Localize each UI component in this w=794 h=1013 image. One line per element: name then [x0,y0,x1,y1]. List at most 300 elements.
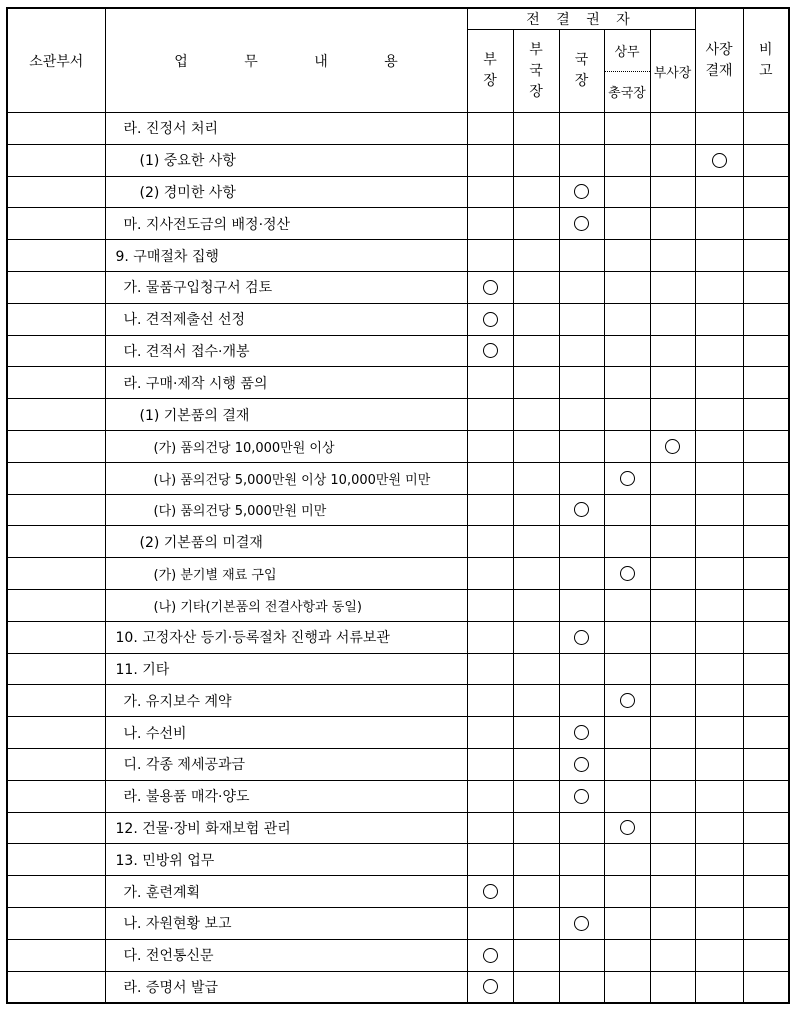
approval-cell [743,876,789,908]
header-bujang [467,30,513,113]
approval-cell [695,589,743,621]
header-department: 소관부서 [7,8,105,113]
header-approver-group: 전 결 권 자 [467,8,695,30]
approval-cell [743,113,789,145]
approval-cell [695,335,743,367]
approval-cell [650,780,695,812]
approval-cell [695,717,743,749]
approval-circle-icon [483,343,498,358]
approval-cell [695,462,743,494]
department-cell [7,176,105,208]
approval-cell [695,939,743,971]
table-row [7,176,789,208]
approval-cell [650,558,695,590]
approval-cell [695,176,743,208]
table-row [7,558,789,590]
department-cell [7,144,105,176]
approval-cell [467,335,513,367]
approval-cell [467,113,513,145]
task-cell: 라. 증명서 발급 [105,971,467,1003]
task-cell: (2) 기본품의 미결재 [105,526,467,558]
approval-cell [467,430,513,462]
approval-cell [467,589,513,621]
header-bugukjang [513,30,559,113]
approval-cell [513,653,559,685]
approval-circle-icon [620,693,635,708]
approval-cell [743,685,789,717]
approval-cell [650,303,695,335]
approval-cell [559,844,604,876]
table-row [7,653,789,685]
department-cell [7,939,105,971]
approval-cell [743,526,789,558]
approval-cell [559,367,604,399]
approval-cell [467,748,513,780]
task-cell: 9. 구매절차 집행 [105,240,467,272]
approval-cell [695,621,743,653]
approval-cell [650,844,695,876]
department-cell [7,494,105,526]
approval-cell [650,971,695,1003]
approval-cell [743,939,789,971]
approval-cell [467,399,513,431]
approval-cell [604,208,650,240]
approval-cell [513,844,559,876]
approval-circle-icon [574,216,589,231]
approval-cell [513,558,559,590]
approval-cell [604,589,650,621]
task-cell: 마. 지사전도금의 배정·정산 [105,208,467,240]
approval-cell [604,558,650,590]
approval-cell [559,494,604,526]
approval-circle-icon [620,820,635,835]
approval-cell [695,526,743,558]
task-cell: (가) 품의건당 10,000만원 이상 [105,430,467,462]
approval-cell [467,621,513,653]
approval-cell [467,844,513,876]
approval-cell [559,558,604,590]
task-cell: 다. 견적서 접수·개봉 [105,335,467,367]
approval-cell [513,144,559,176]
approval-cell [650,589,695,621]
header-char: 국 [574,52,589,68]
approval-cell [743,621,789,653]
header-char: 장 [529,83,543,100]
department-cell [7,621,105,653]
approval-cell [513,113,559,145]
approval-cell [467,780,513,812]
header-content-char: 무 [244,53,258,70]
header-sajang-line: 사장 [705,41,733,58]
task-cell: 11. 기타 [105,653,467,685]
approval-cell [743,494,789,526]
approval-cell [604,335,650,367]
approval-circle-icon [574,757,589,772]
approval-cell [467,907,513,939]
approval-cell [695,399,743,431]
approval-cell [559,240,604,272]
approval-cell [559,907,604,939]
task-cell: (나) 품의건당 5,000만원 이상 10,000만원 미만 [105,462,467,494]
approval-cell [513,176,559,208]
task-cell: (1) 중요한 사항 [105,144,467,176]
department-cell [7,430,105,462]
task-cell: 라. 불용품 매각·양도 [105,780,467,812]
approval-cell [650,367,695,399]
approval-cell [513,876,559,908]
approval-cell [513,303,559,335]
approval-cell [513,462,559,494]
approval-cell [695,208,743,240]
approval-cell [650,335,695,367]
approval-cell [513,367,559,399]
table-row [7,685,789,717]
approval-cell [604,685,650,717]
approval-cell [650,685,695,717]
approval-cell [604,844,650,876]
table-row [7,303,789,335]
approval-cell [743,748,789,780]
task-cell: 라. 구매·제작 시행 품의 [105,367,467,399]
approval-cell [604,240,650,272]
approval-cell [467,558,513,590]
approval-cell [467,876,513,908]
approval-cell [650,717,695,749]
approval-cell [695,430,743,462]
approval-cell [467,144,513,176]
approval-cell [604,939,650,971]
approval-cell [559,526,604,558]
approval-circle-icon [483,312,498,327]
header-sangmu-label: 상무 [605,30,650,72]
approval-cell [559,780,604,812]
header-bigo [743,8,789,113]
header-char: 국 [529,62,543,79]
approval-cell [604,271,650,303]
approval-cell [743,462,789,494]
approval-cell [695,748,743,780]
approval-cell [695,240,743,272]
approval-cell [743,589,789,621]
approval-cell [559,876,604,908]
approval-cell [604,367,650,399]
approval-cell [467,176,513,208]
approval-cell [695,653,743,685]
approval-cell [604,780,650,812]
approval-cell [513,271,559,303]
header-char: 장 [483,73,497,89]
approval-cell [513,589,559,621]
approval-cell [604,176,650,208]
approval-cell [650,271,695,303]
task-cell: 나. 자원현황 보고 [105,907,467,939]
table-row [7,113,789,145]
approval-cell [604,621,650,653]
table-row [7,430,789,462]
approval-cell [559,621,604,653]
table-body [7,113,789,1003]
approval-cell [604,144,650,176]
table-row [7,462,789,494]
header-char: 부 [529,41,543,58]
approval-cell [650,748,695,780]
approval-cell [650,176,695,208]
approval-cell [743,144,789,176]
table-row [7,208,789,240]
table-row [7,621,789,653]
approval-cell [467,208,513,240]
department-cell [7,876,105,908]
table-row [7,844,789,876]
task-cell: (나) 기타(기본품의 전결사항과 동일) [105,589,467,621]
department-cell [7,303,105,335]
header-bigo-char: 고 [759,62,773,79]
approval-cell [513,494,559,526]
approval-cell [513,430,559,462]
approval-cell [604,971,650,1003]
header-content-char: 용 [384,53,398,70]
approval-circle-icon [712,153,727,168]
department-cell [7,685,105,717]
table-row [7,717,789,749]
task-cell: 나. 수선비 [105,717,467,749]
approval-cell [604,494,650,526]
approval-cell [743,303,789,335]
approval-cell [467,685,513,717]
approval-cell [695,971,743,1003]
approval-cell [513,812,559,844]
table-row [7,271,789,303]
approval-cell [513,685,559,717]
approval-cell [513,240,559,272]
approval-cell [650,208,695,240]
approval-cell [604,399,650,431]
department-cell [7,462,105,494]
task-cell: 나. 견적제출선 선정 [105,303,467,335]
header-sajang-line: 결재 [705,62,733,79]
approval-cell [743,844,789,876]
table-row [7,971,789,1003]
approval-cell [559,685,604,717]
header-content-char: 업 [174,53,188,70]
approval-cell [559,399,604,431]
header-content-char: 내 [314,53,328,70]
approval-cell [695,113,743,145]
department-cell [7,271,105,303]
approval-cell [559,176,604,208]
approval-cell [650,399,695,431]
approval-cell [604,876,650,908]
approval-cell [513,971,559,1003]
department-cell [7,812,105,844]
approval-cell [513,939,559,971]
approval-cell [604,748,650,780]
approval-cell [695,844,743,876]
approval-cell [604,907,650,939]
delegation-table [6,7,790,1004]
department-cell [7,526,105,558]
task-cell: (다) 품의건당 5,000만원 미만 [105,494,467,526]
approval-cell [513,399,559,431]
department-cell [7,113,105,145]
table-row [7,494,789,526]
approval-cell [513,526,559,558]
approval-cell [650,462,695,494]
approval-cell [650,526,695,558]
task-cell: (1) 기본품의 결재 [105,399,467,431]
approval-circle-icon [483,948,498,963]
approval-cell [743,240,789,272]
approval-cell [559,971,604,1003]
approval-cell [695,812,743,844]
approval-cell [559,717,604,749]
approval-cell [650,653,695,685]
approval-cell [467,367,513,399]
department-cell [7,208,105,240]
approval-cell [743,780,789,812]
approval-cell [695,144,743,176]
department-cell [7,844,105,876]
approval-cell [559,462,604,494]
approval-cell [604,430,650,462]
approval-cell [604,113,650,145]
approval-cell [650,621,695,653]
table-row [7,780,789,812]
task-cell: 10. 고정자산 등기·등록절차 진행과 서류보관 [105,621,467,653]
header-bigo-char: 비 [759,41,773,58]
table-row [7,367,789,399]
approval-cell [604,717,650,749]
approval-cell [604,303,650,335]
department-cell [7,780,105,812]
approval-circle-icon [574,916,589,931]
approval-circle-icon [574,502,589,517]
department-cell [7,653,105,685]
approval-cell [695,367,743,399]
department-cell [7,717,105,749]
approval-circle-icon [574,725,589,740]
department-cell [7,907,105,939]
approval-cell [467,653,513,685]
approval-cell [559,303,604,335]
approval-cell [559,812,604,844]
header-char: 장 [574,73,589,89]
approval-cell [743,176,789,208]
approval-cell [467,240,513,272]
approval-cell [743,399,789,431]
approval-cell [650,430,695,462]
approval-cell [467,303,513,335]
approval-cell [559,430,604,462]
approval-cell [695,876,743,908]
table-row [7,907,789,939]
approval-circle-icon [665,439,680,454]
table-row [7,939,789,971]
approval-cell [559,335,604,367]
task-cell: (2) 경미한 사항 [105,176,467,208]
approval-cell [513,335,559,367]
approval-cell [650,144,695,176]
approval-cell [559,113,604,145]
approval-cell [743,907,789,939]
approval-circle-icon [483,280,498,295]
approval-cell [743,558,789,590]
approval-cell [743,367,789,399]
approval-cell [467,971,513,1003]
approval-cell [695,558,743,590]
table-row [7,335,789,367]
department-cell [7,335,105,367]
approval-circle-icon [620,566,635,581]
header-busajang: 부사장 [650,30,695,113]
approval-cell [559,939,604,971]
approval-cell [743,717,789,749]
approval-circle-icon [574,789,589,804]
approval-cell [604,653,650,685]
approval-cell [513,907,559,939]
approval-cell [650,812,695,844]
approval-cell [695,303,743,335]
approval-cell [743,271,789,303]
approval-cell [467,271,513,303]
header-sajang [695,8,743,113]
approval-cell [650,939,695,971]
department-cell [7,240,105,272]
task-cell: 라. 진정서 처리 [105,113,467,145]
approval-cell [559,271,604,303]
header-content [105,8,467,113]
approval-cell [743,208,789,240]
approval-circle-icon [574,184,589,199]
approval-cell [559,748,604,780]
header-chongukjang-label: 총국장 [608,86,646,102]
department-cell [7,399,105,431]
approval-circle-icon [574,630,589,645]
approval-cell [695,685,743,717]
approval-cell [650,494,695,526]
approval-cell [467,526,513,558]
table-row [7,399,789,431]
approval-cell [743,812,789,844]
approval-cell [467,717,513,749]
approval-cell [513,717,559,749]
approval-cell [467,462,513,494]
approval-cell [604,526,650,558]
approval-cell [743,971,789,1003]
approval-cell [467,939,513,971]
approval-circle-icon [483,884,498,899]
task-cell: 가. 훈련계획 [105,876,467,908]
approval-cell [695,271,743,303]
task-cell: 가. 물품구입청구서 검토 [105,271,467,303]
approval-cell [650,240,695,272]
approval-cell [604,812,650,844]
approval-cell [513,208,559,240]
approval-cell [650,113,695,145]
approval-cell [513,748,559,780]
table-row [7,812,789,844]
approval-cell [695,494,743,526]
approval-cell [695,780,743,812]
header-sangmu [604,30,650,113]
approval-cell [650,876,695,908]
approval-circle-icon [483,979,498,994]
approval-cell [559,653,604,685]
task-cell: 가. 유지보수 계약 [105,685,467,717]
department-cell [7,367,105,399]
department-cell [7,748,105,780]
header-gukjang [559,30,604,113]
